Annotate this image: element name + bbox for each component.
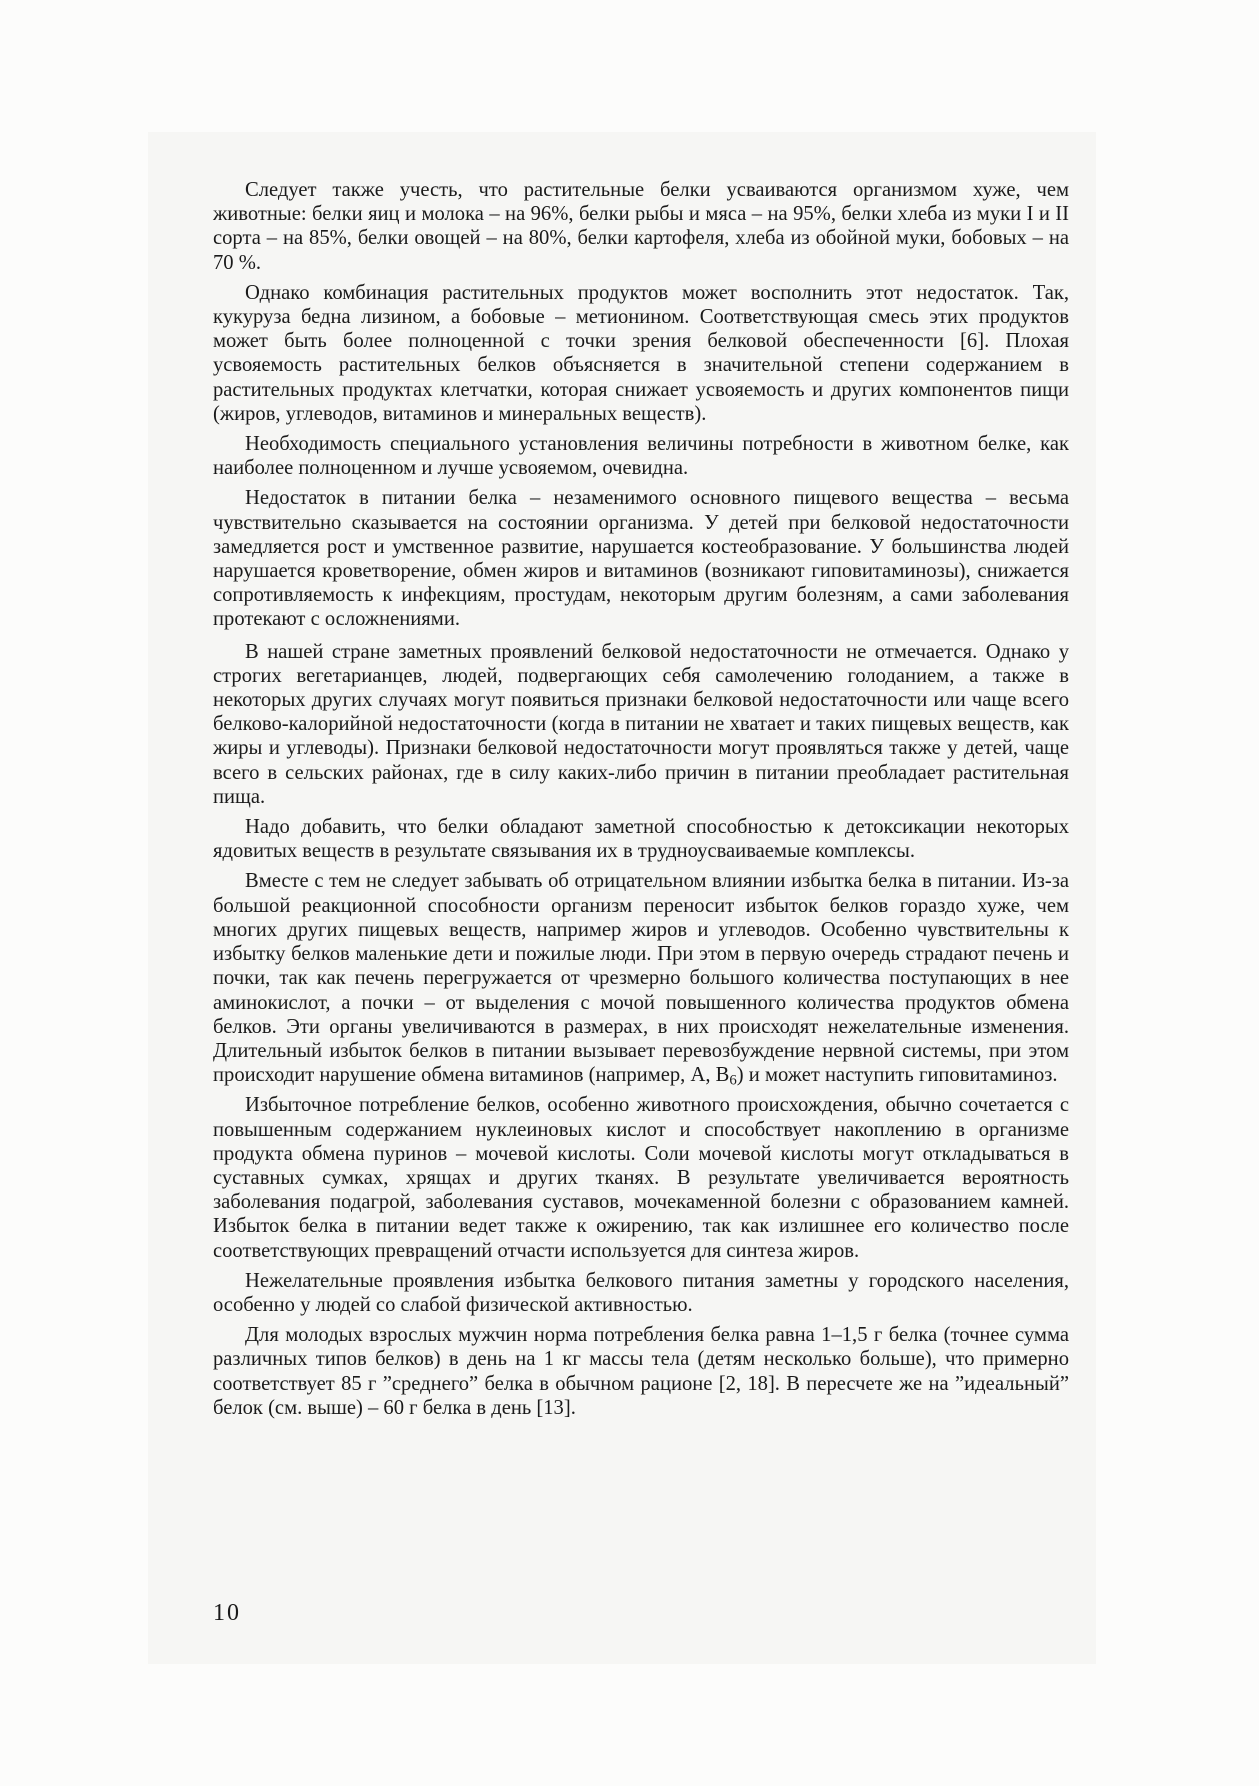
paragraph-1: Следует также учесть, что растительные белки усваиваются организмом хуже, чем животные: белки яиц и молока – на 96%, белки рыбы и мяса – на 95%, белки хлеба из муки I и II сорта – на 85%, белки овощей – на 80%, белки картофеля, хлеба из обойной муки, бобовых – на 70 %. xyxy=(213,179,1069,274)
paragraph-3: Необходимость специального установления величины потребности в животном белке, как наиболее полноценном и лучше усвояемом, очевидна. xyxy=(213,433,1069,480)
paragraph-7-text: Вместе с тем не следует забывать об отрицательном влиянии избытка белка в питании. Из-за большой реакционной способности организм переносит избыток белков гораздо хуже, чем многих других пищевых веществ, например жиров и углеводов. Особенно чувствительны к избытку белков маленькие дети и пожилые люди. При этом в первую очередь страдают печень и почки, так как печень перегружается от чрезмерно большого количества поступающих в нее аминокислот, а почки – от выделения с мочой повышенного количества продуктов обмена белков. Эти органы увеличиваются в размерах, в них происходят нежелательные изменения. Длительный избыток белков в питании вызывает перевозбуждение нервной системы, при этом происходит нарушение обмена витаминов (например, А, В xyxy=(213,870,1069,1087)
paragraph-8: Избыточное потребление белков, особенно животного происхождения, обычно сочетается с повышенным содержанием нуклеиновых кислот и способствует накоплению в организме продукта обмена пуринов – мочевой кислоты. Соли мочевой кислоты могут откладываться в суставных сумках, хрящах и других тканях. В результате увеличивается вероятность заболевания подагрой, заболевания суставов, мочекаменной болезни с образованием камней. Избыток белка в питании ведет также к ожирению, так как излишнее его количество после соответствующих превращений отчасти используется для синтеза жиров. xyxy=(213,1094,1069,1262)
paragraph-6: Надо добавить, что белки обладают заметной способностью к детоксикации некоторых ядовитых веществ в результате связывания их в трудноусваиваемые комплексы. xyxy=(213,816,1069,863)
paragraph-10: Для молодых взрослых мужчин норма потребления белка равна 1–1,5 г белка (точнее сумма различных типов белков) в день на 1 кг массы тела (детям несколько больше), что примерно соответствует 85 г ”среднего” белка в обычном рационе [2, 18]. В пересчете же на ”идеальный” белок (см. выше) – 60 г белка в день [13]. xyxy=(213,1324,1069,1419)
page-number: 10 xyxy=(213,1600,241,1626)
paragraph-2: Однако комбинация растительных продуктов может восполнить этот недостаток. Так, кукуруза бедна лизином, а бобовые – метионином. Соответствующая смесь этих продуктов может быть более полноценной с точки зрения белковой обеспеченности [6]. Плохая усвояемость растительных белков объясняется в значительной степени содержанием в растительных продуктах клетчатки, которая снижает усвояемость и других компонентов пищи (жиров, углеводов, витаминов и минеральных веществ). xyxy=(213,281,1069,425)
paragraph-9: Нежелательные проявления избытка белкового питания заметны у городского населения, особенно у людей со слабой физической активностью. xyxy=(213,1269,1069,1316)
body-text xyxy=(213,178,1069,1426)
paragraph-7 xyxy=(213,869,1069,1087)
paragraph-5: В нашей стране заметных проявлений белковой недостаточности не отмечается. Однако у строгих вегетарианцев, людей, подвергающих себя самолечению голоданием, а также в некоторых других случаях могут появиться признаки белковой недостаточности или чаще всего белково-калорийной недостаточности (когда в питании не хватает и таких пищевых веществ, как жиры и углеводы). Признаки белковой недостаточности могут проявляться также у детей, чаще всего в сельских районах, где в силу каких-либо причин в питании преобладает растительная пища. xyxy=(213,640,1069,808)
paragraph-4: Недостаток в питании белка – незаменимого основного пищевого вещества – весьма чувствительно сказывается на состоянии организма. У детей при белковой недостаточности замедляется рост и умственное развитие, нарушается костеобразование. У большинства людей нарушается кроветворение, обмен жиров и витаминов (возникают гиповитаминозы), снижается сопротивляемость к инфекциям, простудам, некоторым другим болезням, а сами заболевания протекают с осложнениями. xyxy=(213,487,1069,631)
vitamin-subscript: 6 xyxy=(729,1072,737,1089)
paragraph-7-tail: ) и может наступить гиповитаминоз. xyxy=(736,1064,1058,1087)
